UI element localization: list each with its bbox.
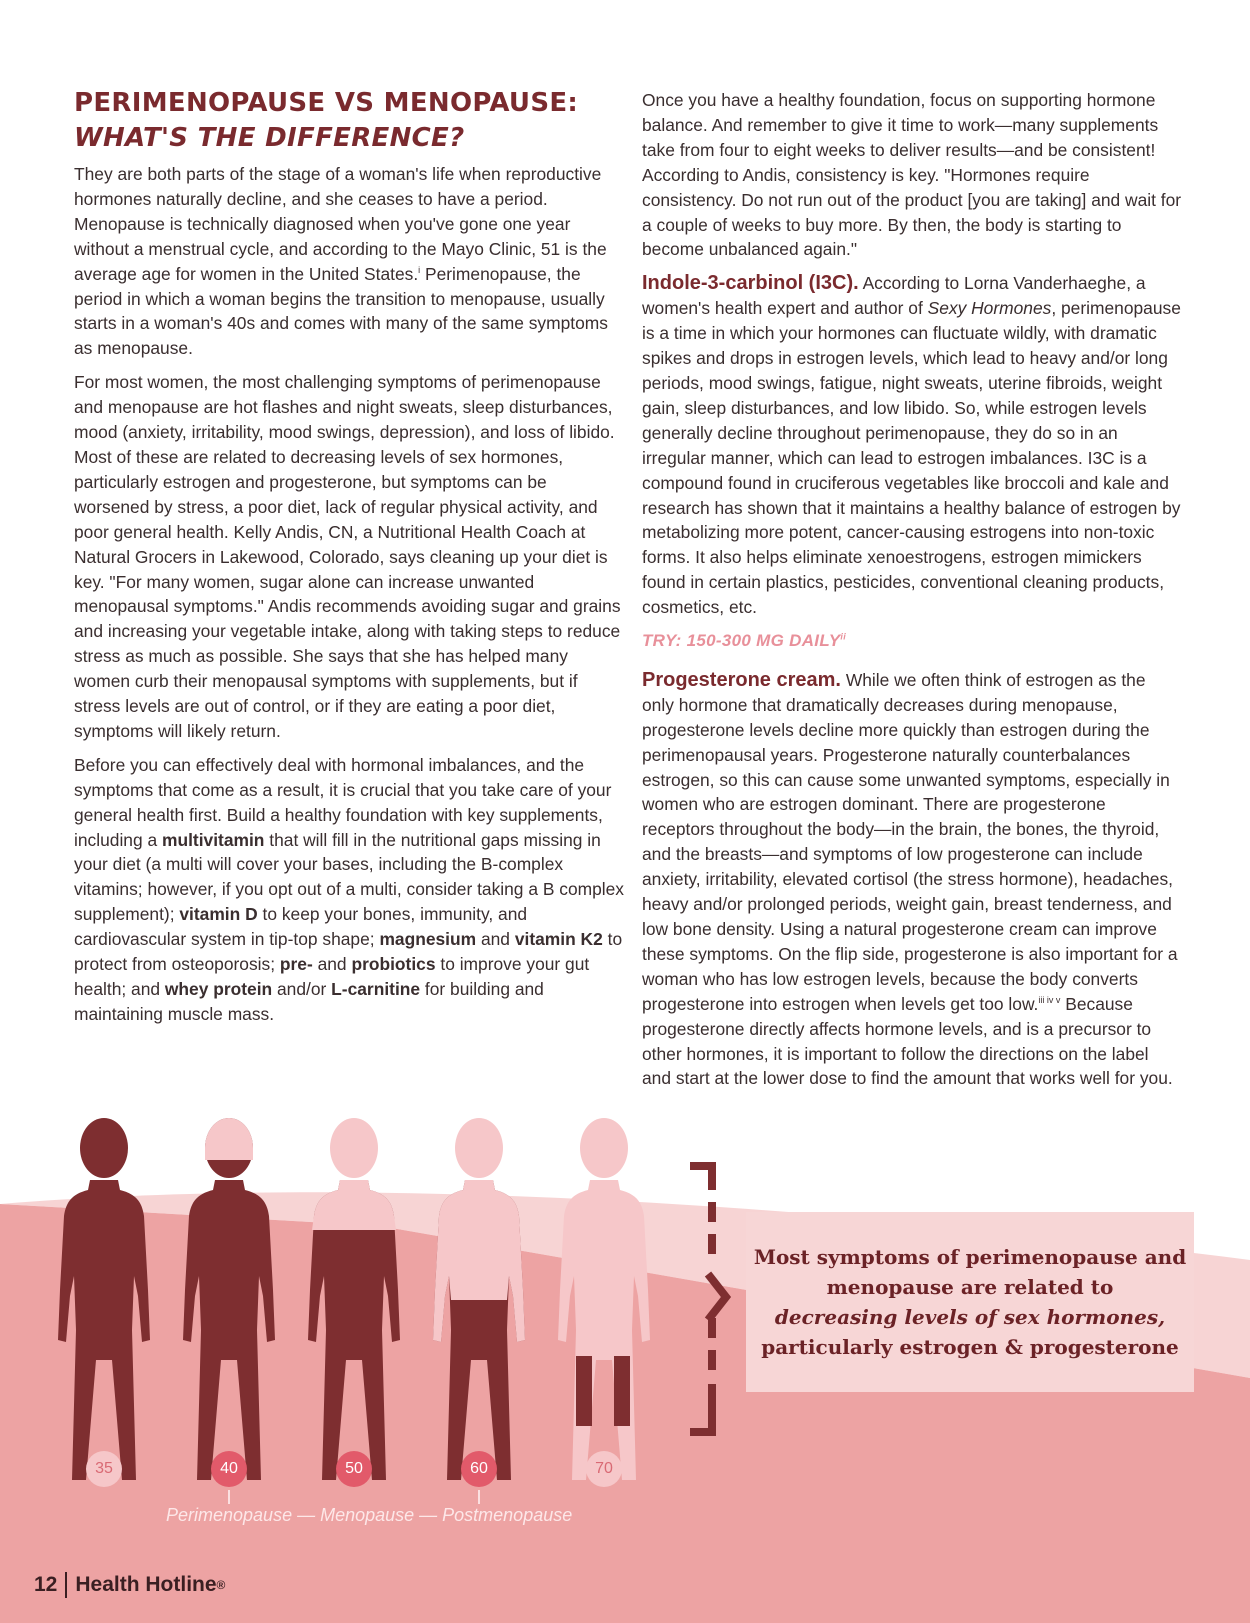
text: , perimenopause is a time in which your hormones can fluctuate wildly, with dramatic spikes and drops in estrogen levels, which lead to heavy and/or long periods, mood swings, fatigue, night sweats, uterine fibroids, weight gain, sleep disturbances, and low libido. So, while estrogen levels generally decline throughout perimenopause, they do so in an irregular manner, which can lead to estrogen imbalances. I3C is a compound found in cruciferous vegetables like broccoli and kale and research has shown that it maintains a healthy balance of estrogen by metabolizing more potent, cancer-causing estrogens into non-toxic forms. It also helps eliminate xenoestrogens, estrogen mimickers found in certain plastics, pesticides, conventional cleaning products, cosmetics, etc.	[642, 298, 1181, 618]
age-circle-60: 60	[461, 1451, 497, 1487]
keyword-pre: pre-	[279, 954, 313, 975]
callout-line: particularly estrogen & progesterone	[761, 1335, 1179, 1359]
text: to protect from osteoporosis;	[74, 929, 623, 975]
footnote-marker: i	[418, 264, 421, 275]
text: to keep your bones, immunity, and cardiovascular system in tip-top shape;	[74, 904, 528, 950]
title-line-1: PERIMENOPAUSE VS MENOPAUSE:	[74, 88, 579, 118]
paragraph: Once you have a healthy foundation, focus on supporting hormone balance. And remember to give it time to work—many supplements take from four to eight weeks to deliver results—and be consistent! According to Andis, consistency is key. "Hormones require consistency. Do not run out of the product [you are taking] and wait for a couple of weeks to buy more. By then, the body is starting to become unbalanced again."	[642, 90, 1182, 260]
text: to improve your gut health; and	[74, 954, 590, 999]
dosage-text: TRY: 150-300 MG DAILY	[642, 631, 841, 651]
article-title	[74, 86, 626, 156]
page-number: 12	[34, 1573, 58, 1596]
text: Before you can effectively deal with hormonal imbalances, and the symptoms that come as a result, it is crucial that you take care of your general health first. Build a healthy foundation with key supplements, including a	[74, 754, 612, 850]
age-circle-40: 40	[211, 1451, 247, 1487]
text: According to Lorna Vanderhaeghe, a women's health expert and author of	[642, 273, 1146, 319]
page-footer: 12 Health Hotline ®	[34, 1573, 226, 1596]
text: that will fill in the nutritional gaps missing in your diet (a multi will cover your bases, including the B-complex vitamins; however, if you opt out of a multi, consider taking a B complex supplement);	[74, 829, 625, 925]
keyword-multivitamin: multivitamin	[162, 829, 265, 850]
paragraph-i3c	[642, 271, 1182, 620]
keyword-l-carnitine: L-carnitine	[331, 979, 421, 999]
timeline-tick	[228, 1490, 230, 1504]
brand-name: Health Hotline	[75, 1573, 217, 1596]
callout-line-emphasis: decreasing levels of sex hormones,	[774, 1305, 1166, 1329]
keyword-probiotics: probiotics	[351, 954, 436, 975]
text: While we often think of estrogen as the only hormone that dramatically decreases during menopause, progesterone levels decline more quickly than estrogen during the perimenopausal years. Progesterone naturally counterbalances estrogen, so this can cause some unwanted symptoms, especially in women who are estrogen dominant. There are progesterone receptors throughout the body—in the brain, the bones, the thyroid, and the breasts—and symptoms of low progesterone can include anxiety, irritability, elevated cortisol (the stress hormone), headaches, heavy and/or prolonged periods, weight gain, breast tenderness, and low bone density. Using a natural progesterone cream can improve these symptoms. On the flip side, progesterone is also important for a woman who has low estrogen levels, because the body converts progesterone into estrogen when levels get too low.	[642, 669, 1178, 1014]
title-line-2: WHAT'S THE DIFFERENCE?	[74, 123, 465, 153]
text: and	[480, 929, 510, 950]
callout-text	[754, 1242, 1186, 1362]
footer-divider	[65, 1572, 67, 1598]
footnote-marker: ii	[840, 631, 847, 642]
age-circle-70: 70	[586, 1451, 622, 1487]
keyword-vitamin-d: vitamin D	[179, 904, 258, 925]
paragraph-text: They are both parts of the stage of a woman's life when reproductive hormones naturally decline, and she ceases to have a period. Menopause is technically diagnosed when you've gone one year without a menstrual cycle, and according to the Mayo Clinic, 51 is the average age for women in the United States.	[74, 164, 607, 284]
age-circle-50: 50	[336, 1451, 372, 1487]
book-title: Sexy Hormones	[927, 298, 1052, 319]
text: Because progesterone directly affects hormone levels, and is a precursor to other hormones, it is important to follow the directions on the label and start at the lower dose to find the amount that works well for you.	[642, 993, 1173, 1089]
paragraph-progesterone	[642, 668, 1182, 1091]
left-column	[74, 86, 626, 1036]
keyword-vitamin-k2: vitamin K2	[514, 929, 603, 950]
paragraph-text: Perimenopause, the period in which a woman begins the transition to menopause, usually starts in a woman's 40s and comes with many of the same symptoms as menopause.	[74, 263, 608, 359]
paragraph-supplements	[74, 753, 626, 1027]
keyword-magnesium: magnesium	[379, 929, 477, 950]
paragraph	[74, 162, 626, 361]
footnote-marker: iii iv v	[1038, 994, 1061, 1005]
timeline-tick	[478, 1490, 480, 1504]
text: and/or	[277, 979, 327, 999]
dosage-note	[642, 629, 1182, 654]
text: and	[317, 954, 347, 975]
phase-labels: Perimenopause — Menopause — Postmenopause	[166, 1505, 573, 1525]
keyword-whey-protein: whey protein	[164, 979, 273, 999]
section-heading-i3c: Indole-3-carbinol (I3C).	[642, 272, 859, 295]
callout-box	[746, 1212, 1194, 1392]
text: for building and maintaining muscle mass.	[74, 979, 544, 1024]
callout-line: menopause are related to	[826, 1275, 1114, 1299]
right-column	[642, 88, 1182, 1100]
callout-line: Most symptoms of perimenopause and	[753, 1245, 1187, 1269]
age-circle-35: 35	[86, 1451, 122, 1487]
section-heading-progesterone: Progesterone cream.	[642, 668, 841, 691]
paragraph: For most women, the most challenging symptoms of perimenopause and menopause are hot flashes and night sweats, sleep disturbances, mood (anxiety, irritability, mood swings, depression), and loss of libido. Most of these are related to decreasing levels of sex hormones, particularly estrogen and progesterone, but symptoms can be worsened by stress, a poor diet, lack of regular physical activity, and poor general health. Kelly Andis, CN, a Nutritional Health Coach at Natural Grocers in Lakewood, Colorado, says cleaning up your diet is key. "For many women, sugar alone can increase unwanted menopausal symptoms." Andis recommends avoiding sugar and grains and increasing your vegetable intake, along with taking steps to reduce stress as much as possible. She says that she has helped many women curb their menopausal symptoms with supplements, but if stress levels are out of control, or if they are eating a poor diet, symptoms will likely return.	[74, 372, 621, 741]
